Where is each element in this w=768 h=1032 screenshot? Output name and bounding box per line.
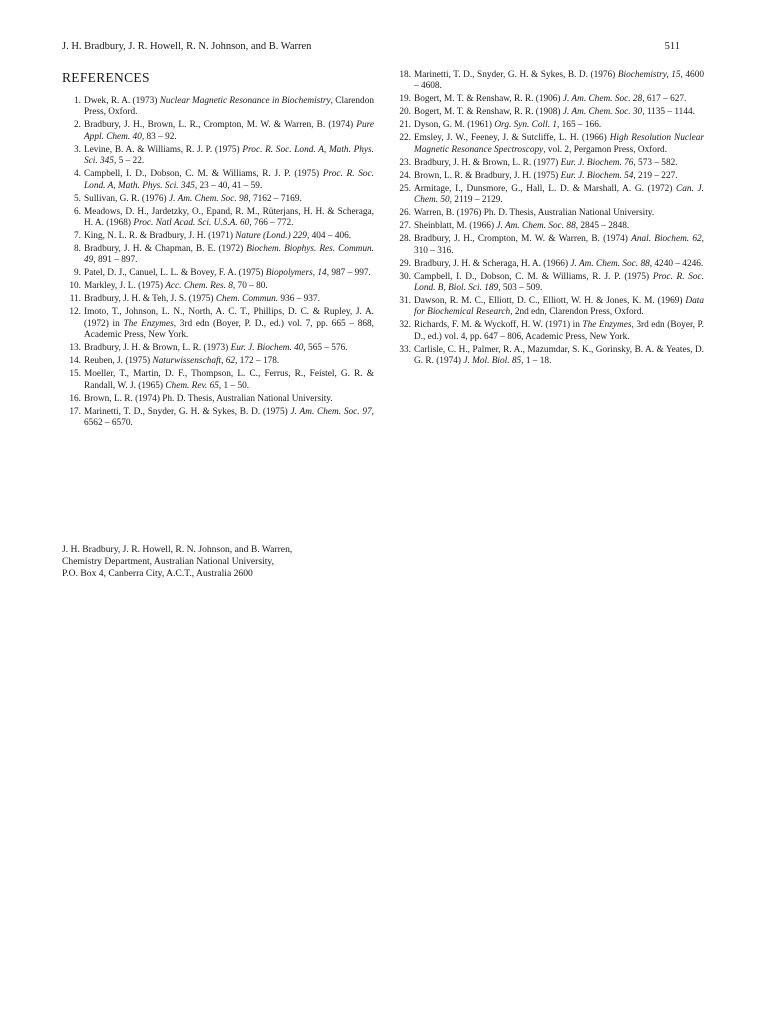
reference-source-italic: J. Am. Chem. Soc. 97	[290, 406, 372, 417]
reference-item	[62, 294, 374, 305]
reference-item	[392, 296, 704, 319]
reference-source-italic: Can. J. Chem. 50	[414, 183, 704, 206]
reference-pre: Campbell, I. D., Dobson, C. M. & Williams, R. J. P. (1975)	[414, 271, 653, 282]
page-number: 511	[664, 41, 680, 52]
reference-post: , 891 – 897.	[93, 255, 138, 266]
reference-item	[62, 120, 374, 143]
reference-item	[392, 259, 704, 270]
reference-item	[62, 343, 374, 354]
reference-post: , 1135 – 1144.	[642, 107, 695, 118]
reference-post: , 3rd edn (Boyer, P. D., ed.) vol. 7, pp. 665 – 868, Academic Press, New York.	[84, 318, 374, 341]
reference-post: , 4600 – 4608.	[414, 70, 704, 92]
reference-text	[414, 133, 704, 156]
reference-number: 13.	[69, 343, 81, 354]
reference-text	[84, 231, 374, 242]
reference-text	[84, 145, 374, 168]
reference-number: 17.	[69, 406, 81, 417]
reference-item	[62, 307, 374, 341]
reference-post: , 23 – 40, 41 – 59.	[194, 180, 263, 191]
reference-source-italic: J. Am. Chem. Soc. 98	[168, 193, 249, 204]
reference-text	[414, 234, 704, 257]
reference-pre: Bogert, M. T. & Renshaw, R. R. (1908)	[414, 107, 563, 118]
reference-text	[84, 394, 374, 405]
reference-item	[62, 281, 374, 292]
reference-text	[414, 296, 704, 319]
reference-text	[414, 320, 704, 343]
reference-post: , 165 – 166.	[557, 120, 602, 131]
reference-pre: Bradbury, J. H. & Brown, L. R. (1977)	[414, 157, 561, 168]
reference-source-italic: Pure Appl. Chem. 40	[84, 120, 374, 142]
reference-item	[62, 96, 374, 119]
reference-source-italic: Org. Syn. Coll. 1	[494, 120, 557, 131]
reference-item	[62, 244, 374, 267]
reference-item	[62, 145, 374, 168]
reference-number: 11.	[69, 294, 81, 305]
reference-item	[62, 356, 374, 367]
reference-source-italic: J. Am. Chem. Soc. 28	[562, 94, 643, 105]
reference-item	[392, 272, 704, 295]
reference-text	[84, 169, 374, 192]
reference-list-right	[392, 70, 704, 368]
reference-text	[84, 369, 374, 392]
reference-post: , 3rd edn (Boyer, P. D., ed.) vol. 4, pp. 647 – 806, Academic Press, New York.	[414, 320, 704, 342]
reference-number: 20.	[399, 107, 411, 118]
reference-text	[414, 120, 704, 131]
reference-post: , 7162 – 7169.	[248, 193, 302, 204]
reference-source-italic: J. Mol. Biol. 85	[463, 356, 522, 367]
header-authors: J. H. Bradbury, J. R. Howell, R. N. Johnson, and B. Warren	[62, 41, 312, 52]
reference-text	[414, 259, 704, 270]
reference-number: 3.	[74, 144, 81, 155]
reference-number: 33.	[399, 344, 411, 355]
reference-item	[392, 208, 704, 219]
reference-item	[392, 221, 704, 232]
reference-number: 19.	[399, 94, 411, 105]
reference-source-italic: Eur. J. Biochem. 40	[230, 343, 304, 354]
reference-text	[84, 120, 374, 143]
reference-number: 25.	[399, 183, 411, 194]
reference-post: , 404 – 406.	[306, 231, 352, 242]
reference-number: 26.	[399, 208, 411, 219]
reference-number: 14.	[69, 356, 81, 367]
reference-source-italic: The Enzymes	[582, 320, 632, 331]
reference-post: , 310 – 316.	[414, 234, 704, 256]
reference-number: 2.	[74, 120, 81, 131]
reference-item	[392, 70, 704, 93]
references-right-column	[392, 70, 704, 369]
reference-text	[414, 184, 704, 207]
reference-text	[414, 107, 704, 118]
reference-pre: Campbell, I. D., Dobson, C. M. & Williams, R. J. P. (1975)	[84, 169, 323, 180]
reference-text	[84, 194, 374, 205]
reference-text	[84, 307, 374, 341]
reference-pre: Reuben, J. (1975)	[84, 356, 153, 367]
reference-pre: Moeller, T., Martin, D. F., Thompson, L. C., Ferrus, R., Feistel, G. R. & Randall, W. J. (1965)	[84, 369, 374, 391]
reference-source-italic: J. Am. Chem. Soc. 88	[570, 258, 650, 269]
reference-text	[84, 268, 374, 279]
reference-pre: Marinetti, T. D., Snyder, G. H. & Sykes, B. D. (1976)	[414, 70, 618, 80]
reference-post: , 4240 – 4246.	[649, 258, 704, 269]
reference-text	[84, 294, 374, 305]
reference-number: 28.	[399, 234, 411, 245]
reference-number: 6.	[74, 206, 81, 217]
reference-source-italic: J. Am. Chem. Soc. 30	[562, 107, 643, 118]
address-line-names: J. H. Bradbury, J. R. Howell, R. N. Johnson, and B. Warren,	[62, 544, 293, 555]
reference-source-italic: Nuclear Magnetic Resonance in Biochemistry	[159, 96, 331, 106]
reference-item	[392, 133, 704, 156]
reference-source-italic: Proc. R. Soc. Lond. A, Math. Phys. Sci. 345	[84, 169, 375, 191]
reference-post: , 565 – 576.	[303, 343, 348, 354]
reference-number: 21.	[399, 120, 411, 131]
reference-text	[84, 244, 374, 267]
author-address	[62, 544, 402, 580]
reference-pre: Bogert, M. T. & Renshaw, R. R. (1906)	[414, 94, 563, 105]
reference-post: , 2nd edn, Clarendon Press, Oxford.	[510, 307, 644, 318]
reference-item	[392, 94, 704, 105]
reference-pre: Imoto, T., Johnson, L. N., North, A. C. T., Phillips, D. C. & Rupley, J. A. (1972) in	[84, 307, 374, 329]
reference-pre: Marinetti, T. D., Snyder, G. H. & Sykes, B. D. (1975)	[84, 406, 291, 417]
reference-source-italic: Biochemistry, 15	[617, 70, 681, 80]
reference-post: , 617 – 627.	[642, 94, 687, 105]
reference-text	[84, 96, 374, 119]
reference-pre: Brown, L. R. & Bradbury, J. H. (1975)	[414, 170, 561, 181]
reference-number: 30.	[399, 271, 411, 282]
reference-post: , 2845 – 2848.	[575, 221, 630, 232]
reference-number: 4.	[74, 169, 81, 180]
reference-number: 7.	[74, 231, 81, 242]
reference-post: , Clarendon Press, Oxford.	[84, 96, 375, 118]
reference-source-italic: Anal. Biochem. 62	[631, 234, 702, 245]
reference-item	[392, 234, 704, 257]
reference-post: , 1 – 50.	[218, 380, 250, 391]
reference-source-italic: J. Am. Chem. Soc. 88	[496, 221, 576, 232]
reference-pre: Levine, B. A. & Williams, R. J. P. (1975)	[84, 144, 243, 155]
reference-text	[414, 94, 704, 105]
reference-number: 5.	[74, 193, 81, 204]
reference-source-italic: The Enzymes	[123, 318, 174, 329]
reference-post: 936 – 937.	[278, 294, 320, 305]
reference-item	[62, 394, 374, 405]
reference-number: 10.	[69, 281, 81, 292]
reference-source-italic: Nature (Lond.) 229	[235, 231, 307, 242]
reference-item	[62, 407, 374, 430]
reference-source-italic: Chem. Commun.	[215, 294, 279, 305]
reference-number: 29.	[399, 258, 411, 269]
reference-text	[414, 208, 704, 219]
references-heading: REFERENCES	[62, 70, 150, 85]
reference-pre: Richards, F. M. & Wyckoff, H. W. (1971) in	[414, 320, 583, 331]
reference-number: 15.	[69, 369, 81, 380]
running-header	[62, 40, 680, 54]
reference-pre: Armitage, I., Dunsmore, G., Hall, L. D. & Marshall, A. G. (1972)	[414, 183, 677, 194]
reference-pre: Brown, L. R. (1974) Ph. D. Thesis, Australian National University.	[84, 393, 333, 404]
reference-number: 8.	[74, 244, 81, 255]
reference-item	[392, 107, 704, 118]
reference-post: , 766 – 772.	[249, 218, 294, 229]
reference-post: , 503 – 509.	[498, 283, 543, 294]
reference-pre: Meadows, D. H., Jardetzky, O., Epand, R. M., Rüterjans, H. H. & Scheraga, H. A. (1968)	[84, 206, 374, 229]
reference-item	[392, 158, 704, 169]
reference-post: , 70 – 80.	[232, 281, 268, 292]
reference-item	[62, 194, 374, 205]
reference-text	[414, 171, 704, 182]
reference-post: , 5 – 22.	[113, 156, 145, 167]
reference-post: , 172 – 178.	[235, 356, 280, 367]
reference-list-left	[62, 96, 374, 429]
reference-pre: Bradbury, J. H. & Brown, L. R. (1973)	[84, 343, 231, 354]
reference-text	[414, 70, 704, 93]
reference-number: 24.	[399, 170, 411, 181]
reference-text	[84, 281, 374, 292]
reference-pre: Patel, D. J., Canuel, L. L. & Bovey, F. A. (1975)	[84, 268, 266, 279]
reference-source-italic: Chem. Rev. 65	[165, 380, 219, 391]
reference-item	[62, 231, 374, 242]
reference-post: , 2119 – 2129.	[449, 195, 503, 206]
reference-text	[414, 345, 704, 368]
reference-source-italic: Proc. R. Soc. Lond. B, Biol. Sci. 189	[414, 271, 705, 294]
reference-post: , vol. 2, Pergamon Press, Oxford.	[543, 144, 668, 155]
reference-pre: Bradbury, J. H. & Teh, J. S. (1975)	[84, 294, 216, 305]
reference-post: , 987 – 997.	[326, 268, 371, 279]
reference-source-italic: High Resolution Nuclear Magnetic Resonance Spectroscopy	[414, 133, 704, 155]
reference-pre: Warren, B. (1976) Ph. D. Thesis, Australian National University.	[414, 208, 655, 219]
reference-text	[84, 343, 374, 354]
reference-pre: Carlisle, C. H., Palmer, R. A., Mazumdar, S. K., Gorinsky, B. A. & Yeates, D. G. R. (1974)	[414, 344, 704, 367]
references-left-column	[62, 70, 374, 431]
reference-item	[62, 169, 374, 192]
reference-source-italic: Acc. Chem. Res. 8	[165, 281, 233, 292]
reference-item	[62, 207, 374, 230]
reference-pre: Dyson, G. M. (1961)	[414, 120, 495, 131]
reference-item	[62, 369, 374, 392]
reference-item	[62, 268, 374, 279]
reference-post: , 6562 – 6570.	[84, 406, 374, 429]
reference-number: 9.	[74, 268, 81, 279]
reference-pre: Sheinblatt, M. (1966)	[414, 221, 497, 232]
reference-item	[392, 171, 704, 182]
reference-source-italic: Naturwissenschaft, 62	[152, 356, 236, 367]
reference-number: 22.	[399, 133, 411, 144]
address-line-postal: P.O. Box 4, Canberra City, A.C.T., Australia 2600	[62, 568, 253, 579]
reference-post: , 83 – 92.	[141, 131, 177, 142]
reference-pre: Bradbury, J. H. & Chapman, B. E. (1972)	[84, 244, 247, 255]
reference-pre: Dwek, R. A. (1973)	[84, 96, 160, 106]
reference-number: 32.	[399, 320, 411, 331]
address-line-department: Chemistry Department, Australian National University,	[62, 556, 274, 567]
reference-source-italic: Eur. J. Biochem. 76	[560, 157, 634, 168]
reference-source-italic: Data for Biochemical Research	[414, 296, 704, 318]
reference-post: , 573 – 582.	[633, 157, 678, 168]
reference-source-italic: Eur. J. Biochem. 54	[560, 170, 634, 181]
reference-pre: Markley, J. L. (1975)	[84, 281, 166, 292]
reference-text	[84, 407, 374, 430]
reference-text	[84, 207, 374, 230]
reference-number: 31.	[399, 296, 411, 307]
reference-pre: Bradbury, J. H., Crompton, M. W. & Warren, B. (1974)	[414, 234, 632, 245]
reference-pre: Bradbury, J. H., Brown, L. R., Crompton, M. W. & Warren, B. (1974)	[84, 120, 357, 131]
reference-pre: Emsley, J. W., Feeney, J. & Sutcliffe, L. H. (1966)	[414, 133, 610, 144]
reference-pre: Bradbury, J. H. & Scheraga, H. A. (1966)	[414, 258, 571, 269]
reference-item	[392, 184, 704, 207]
reference-text	[414, 158, 704, 169]
reference-source-italic: Proc. Natl Acad. Sci. U.S.A. 60	[133, 218, 250, 229]
reference-post: , 219 – 227.	[633, 170, 678, 181]
reference-source-italic: Biopolymers, 14	[265, 268, 327, 279]
reference-item	[392, 120, 704, 131]
reference-pre: Dawson, R. M. C., Elliott, D. C., Elliott, W. H. & Jones, K. M. (1969)	[414, 296, 686, 307]
reference-number: 23.	[399, 157, 411, 168]
reference-number: 27.	[399, 221, 411, 232]
reference-source-italic: Biochem. Biophys. Res. Commun. 49	[84, 244, 374, 266]
reference-post: , 1 – 18.	[521, 356, 552, 367]
reference-pre: Sullivan, G. R. (1976)	[84, 193, 169, 204]
reference-number: 1.	[74, 96, 81, 106]
reference-text	[414, 221, 704, 232]
reference-item	[392, 320, 704, 343]
reference-pre: King, N. L. R. & Bradbury, J. H. (1971)	[84, 231, 236, 242]
reference-number: 18.	[399, 70, 411, 80]
reference-item	[392, 345, 704, 368]
reference-text	[414, 272, 704, 295]
reference-number: 16.	[69, 393, 81, 404]
reference-number: 12.	[69, 307, 81, 318]
reference-source-italic: Proc. R. Soc. Lond. A, Math. Phys. Sci. 345	[84, 144, 374, 167]
reference-text	[84, 356, 374, 367]
